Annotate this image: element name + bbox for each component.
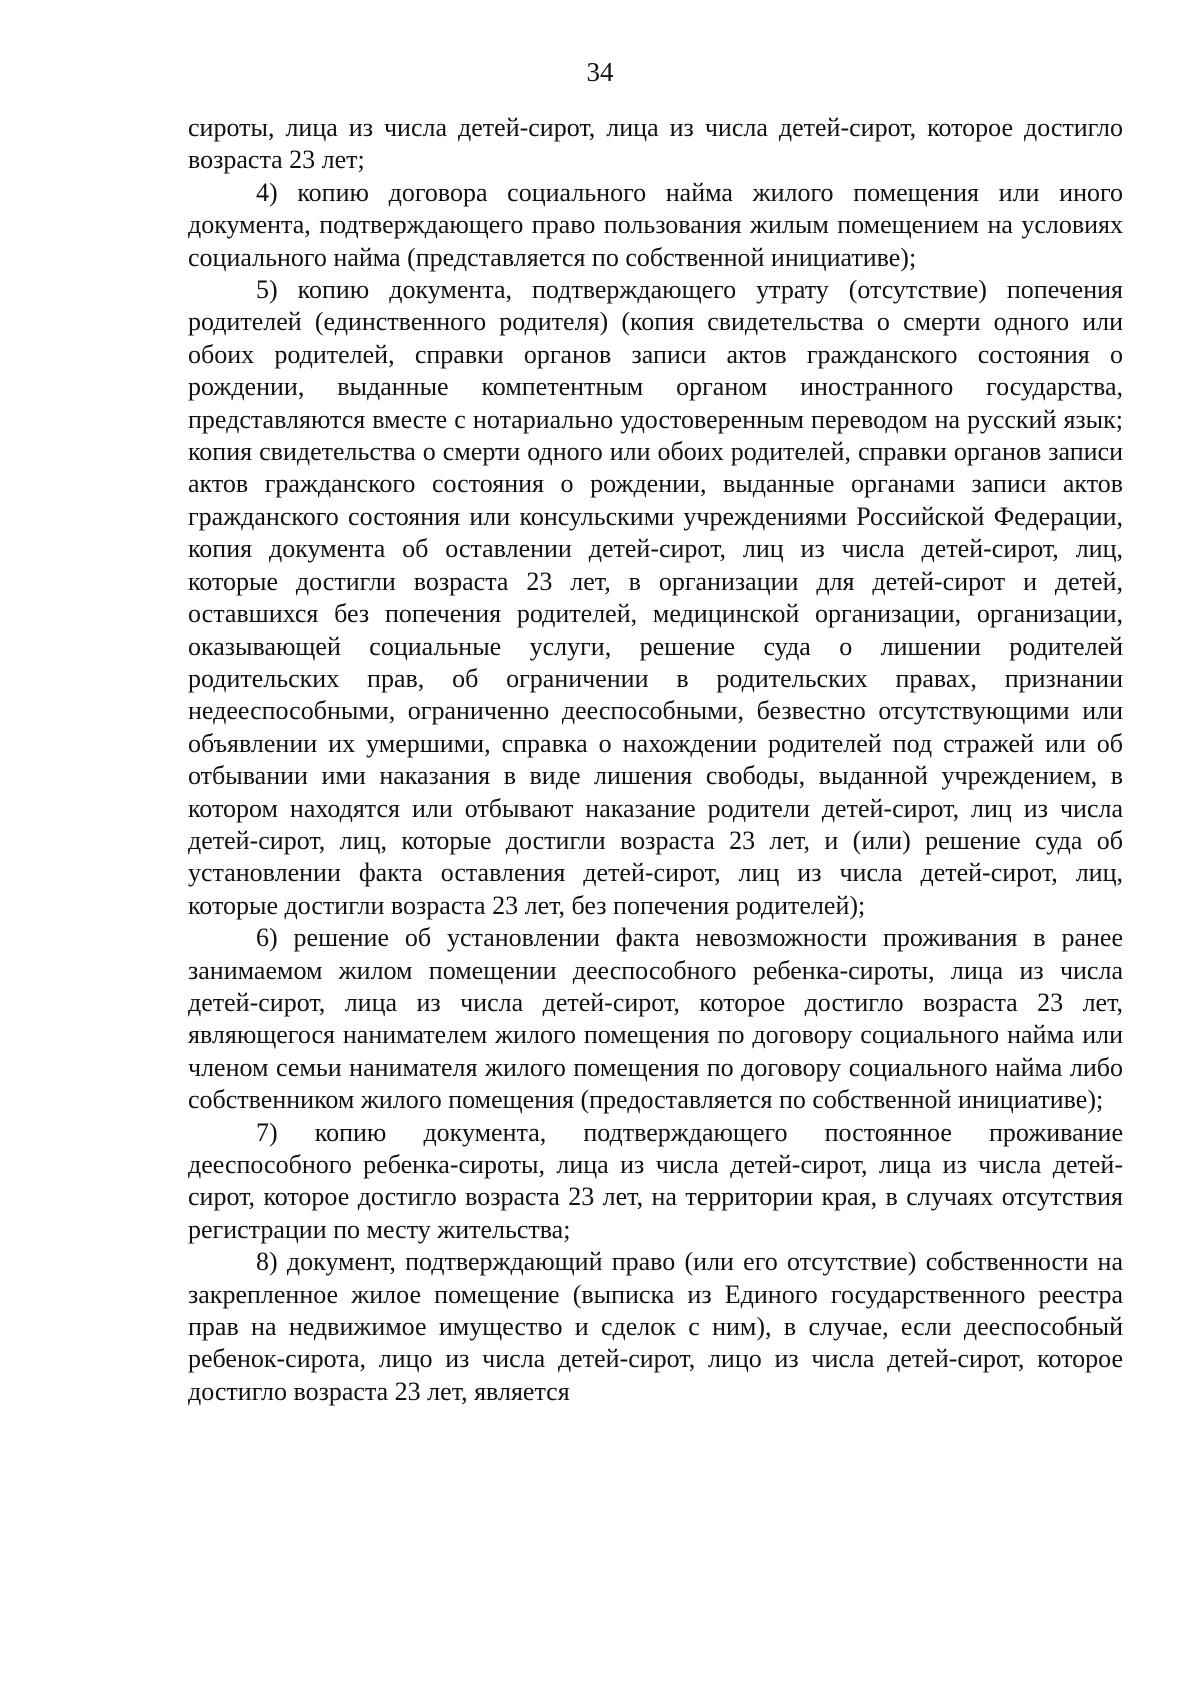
document-body [188, 112, 1123, 1408]
paragraph-item-4: 4) копию договора социального найма жилого помещения или иного документа, подтверждающего право пользования жилым помещением на условиях социального найма (представляется по собственной инициативе); [188, 177, 1123, 272]
paragraph-item-5: 5) копию документа, подтверждающего утрату (отсутствие) попечения родителей (единственного родителя) (копия свидетельства о смерти одного или обоих родителей, справки органов записи актов гражданского состояния о рождении, выданные компетентным органом иностранного государства, представляются вместе с нотариально удостоверенным переводом на русский язык; копия свидетельства о смерти одного или обоих родителей, справки органов записи актов гражданского состояния о рождении, выданные органами записи актов гражданского состояния или консульскими учреждениями Российской Федерации, копия документа об оставлении детей-сирот, лиц из числа детей-сирот, лиц, которые достигли возраста 23 лет, в организации для детей-сирот и детей, оставшихся без попечения родителей, медицинской организации, организации, оказывающей социальные услуги, решение суда о лишении родителей родительских прав, об ограничении в родительских правах, признании недееспособными, ограниченно дееспособными, безвестно отсутствующими или объявлении их умершими, справка о нахождении родителей под стражей или об отбывании ими наказания в виде лишения свободы, выданной учреждением, в котором находятся или отбывают наказание родители детей-сирот, лиц из числа детей-сирот, лиц, которые достигли возраста 23 лет, и (или) решение суда об установлении факта оставления детей-сирот, лиц из числа детей-сирот, лиц, которые достигли возраста 23 лет, без попечения родителей); [188, 275, 1123, 920]
paragraph-item-7: 7) копию документа, подтверждающего постоянное проживание дееспособного ребенка-сироты, лица из числа детей-сирот, лица из числа детей-сирот, которое достигло возраста 23 лет, на территории края, в случаях отсутствия регистрации по месту жительства; [188, 1117, 1123, 1244]
paragraph-item-6: 6) решение об установлении факта невозможности проживания в ранее занимаемом жилом помещении дееспособного ребенка-сироты, лица из числа детей-сирот, лица из числа детей-сирот, которое достигло возраста 23 лет, являющегося нанимателем жилого помещения по договору социального найма или членом семьи нанимателя жилого помещения по договору социального найма либо собственником жилого помещения (предоставляется по собственной инициативе); [188, 923, 1123, 1115]
paragraph-continuation: сироты, лица из числа детей-сирот, лица из числа детей-сирот, которое достигло возраста 23 лет; [188, 113, 1123, 175]
paragraph-item-8: 8) документ, подтверждающий право (или его отсутствие) собственности на закрепленное жилое помещение (выписка из Единого государственного реестра прав на недвижимое имущество и сделок с ним), в случае, если дееспособный ребенок-сирота, лицо из числа детей-сирот, лицо из числа детей-сирот, которое достигло возраста 23 лет, является [188, 1247, 1123, 1406]
page-number: 34 [586, 57, 614, 87]
